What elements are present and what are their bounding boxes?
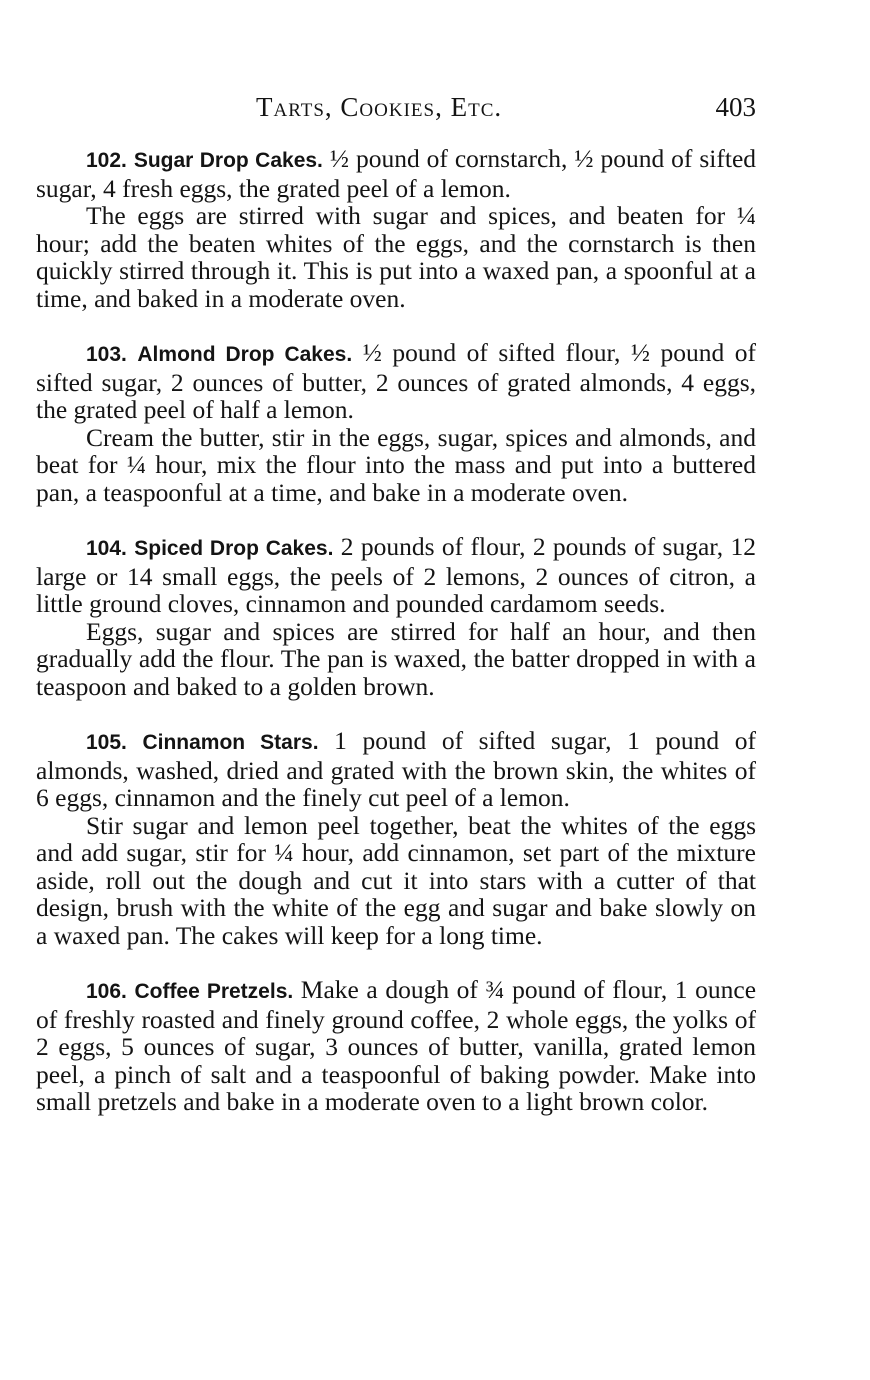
recipe-number: 103. (86, 343, 127, 366)
recipe-number: 105. (86, 731, 127, 754)
recipe-ingredients: 1 pound of sifted sugar, 1 pound of almonds, washed, dried and grated with the brown skin, the whites of 6 eggs, cinnamon and the finely cut peel of a lemon. (36, 726, 756, 812)
recipe-ingredients: ½ pound of cornstarch, ½ pound of sifted sugar, 4 fresh eggs, the grated peel of a lemon. (36, 144, 757, 203)
recipe-list (36, 145, 756, 1143)
recipe-ingredients-paragraph (36, 339, 756, 424)
recipe-number: 102. (86, 149, 127, 172)
recipe-102 (36, 145, 756, 312)
page-number: 403 (715, 92, 756, 122)
recipe-title: Coffee Pretzels. (134, 980, 294, 1003)
recipe-103 (36, 339, 756, 506)
recipe-ingredients: 2 pounds of flour, 2 pounds of sugar, 12 large or 14 small eggs, the peels of 2 lemons, 2 ounces of citron, a little ground cloves, cinnamon and pounded cardamom seeds. (36, 532, 757, 618)
running-head (36, 92, 756, 132)
recipe-title: Sugar Drop Cakes. (133, 149, 323, 172)
recipe-104 (36, 533, 756, 700)
recipe-method: Cream the butter, stir in the eggs, sugar, spices and almonds, and beat for ¼ hour, mix the flour into the mass and put into a buttered pan, a teaspoonful at a time, and bake in a moderate oven. (36, 422, 756, 507)
recipe-ingredients: ½ pound of sifted flour, ½ pound of sifted sugar, 2 ounces of butter, 2 ounces of grated almonds, 4 eggs, the grated peel of half a lemon. (36, 338, 757, 424)
recipe-number: 104. (86, 537, 127, 560)
recipe-ingredients-paragraph (36, 533, 756, 618)
running-title: Tarts, Cookies, Etc. (256, 92, 503, 122)
recipe-title: Spiced Drop Cakes. (134, 537, 334, 560)
recipe-number: 106. (86, 980, 127, 1003)
recipe-method: The eggs are stirred with sugar and spices, and beaten for ¼ hour; add the beaten whites of the eggs, and the cornstarch is then quickly stirred through it. This is put into a waxed pan, a spoonful at a time, and baked in a moderate oven. (36, 201, 756, 313)
recipe-method: Stir sugar and lemon peel together, beat the whites of the eggs and add sugar, stir for ¼ hour, add cinnamon, set part of the mixture aside, roll out the dough and cut it into stars with a cutter of that design, brush with the white of the egg and sugar and bake slowly on a waxed pan. The cakes will keep for a long time. (36, 810, 756, 950)
recipe-106 (36, 976, 756, 1116)
recipe-105 (36, 727, 756, 949)
recipe-ingredients-paragraph (36, 727, 756, 812)
recipe-method: Eggs, sugar and spices are stirred for half an hour, and then gradually add the flour. The pan is waxed, the batter dropped in with a teaspoon and baked to a golden brown. (36, 616, 756, 701)
recipe-ingredients-paragraph (36, 145, 756, 202)
recipe-title: Almond Drop Cakes. (137, 343, 353, 366)
recipe-title: Cinnamon Stars. (142, 731, 319, 754)
recipe-ingredients: Make a dough of ¾ pound of flour, 1 ounce of freshly roasted and finely ground coffee, 2 whole eggs, the yolks of 2 eggs, 5 ounces of sugar, 3 ounces of butter, vanilla, grated lemon peel, a pinch of salt and a teaspoonful of baking powder. Make into small pretzels and bake in a moderate oven to a light brown color. (36, 975, 757, 1116)
recipe-ingredients-paragraph (36, 976, 756, 1116)
